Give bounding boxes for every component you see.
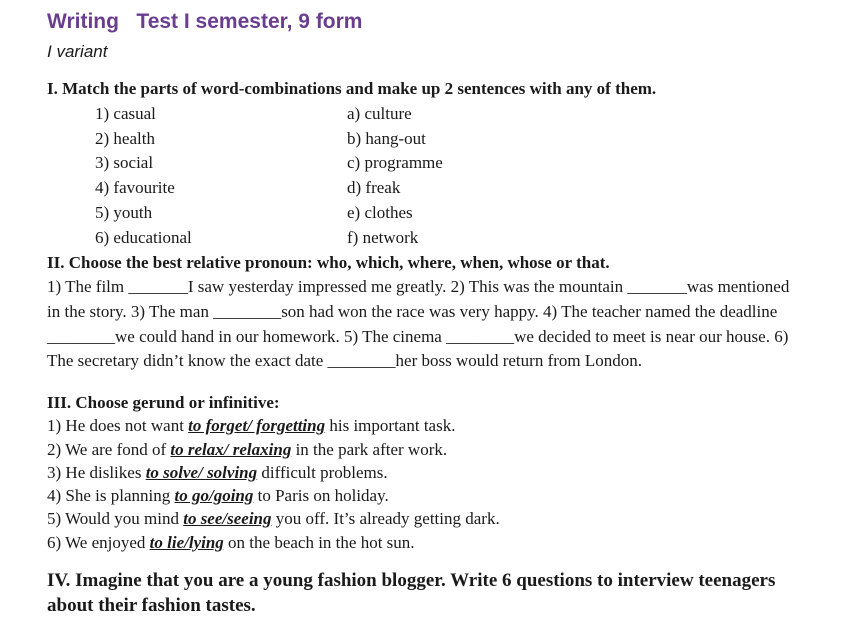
section-2-line-3: ________we could hand in our homework. 5) The cinema ________we decided to meet is near our house. 6) [47,327,789,346]
gerund-item-1 [47,416,455,436]
gerund-item-2-post: in the park after work. [291,440,448,459]
match-right-item-a: a) culture [347,104,412,123]
match-left-item-2: 2) health [95,129,155,148]
match-right-item-b: b) hang-out [347,129,426,148]
gerund-item-5-post: you off. It’s already getting dark. [271,509,500,528]
gerund-item-3-post: difficult problems. [257,463,388,482]
gerund-item-4-answer: to go/going [174,486,254,505]
gerund-item-3 [47,463,388,483]
section-3-heading-text: . Choose gerund or infinitive: [66,393,280,412]
page-title: Writing Test I semester, 9 form [47,10,363,33]
gerund-item-1-pre: 1) He does not want [47,416,189,435]
section-4-line-1: IV. Imagine that you are a young fashion blogger. Write 6 questions to interview teenagers [47,570,776,591]
gerund-item-3-pre: 3) He dislikes [47,463,146,482]
section-1-heading: I. Match the parts of word-combinations and make up 2 sentences with any of them. [47,79,657,98]
section-2-line-1: 1) The film _______I saw yesterday impressed me greatly. 2) This was the mountain _______was mentioned [47,277,790,296]
match-left-item-4: 4) favourite [95,178,175,197]
match-left-item-6: 6) educational [95,228,192,247]
gerund-item-2-pre: 2) We are fond of [47,440,171,459]
section-2-heading: II. Choose the best relative pronoun: who, which, where, when, whose or that. [47,253,610,272]
section-2-line-4: The secretary didn’t know the exact date ________her boss would return from London. [47,351,642,370]
match-left-item-5: 5) youth [95,203,153,222]
match-right-item-c: c) programme [347,153,443,172]
gerund-item-5 [47,509,500,529]
section-3-heading [47,393,280,413]
gerund-item-5-pre: 5) Would you mind [47,509,184,528]
match-right-item-e: e) clothes [347,203,413,222]
gerund-item-4-pre: 4) She is planning [47,486,175,505]
gerund-item-6 [47,533,415,553]
match-left-item-1: 1) casual [95,104,156,123]
gerund-item-6-post: on the beach in the hot sun. [223,533,415,552]
gerund-item-6-answer: to lie/lying [149,533,224,552]
variant-label: I variant [47,42,108,61]
gerund-item-2 [47,440,447,460]
section-2-line-2: in the story. 3) The man ________son had won the race was very happy. 4) The teacher named the deadline [47,302,778,321]
gerund-item-5-answer: to see/seeing [183,509,272,528]
gerund-item-3-answer: to solve/ solving [145,463,258,482]
section-3-number: III [47,393,67,412]
gerund-item-6-pre: 6) We enjoyed [47,533,150,552]
gerund-item-4 [47,486,389,506]
section-4-line-2: about their fashion tastes. [47,595,256,616]
gerund-item-1-post: his important task. [325,416,456,435]
match-left-item-3: 3) social [95,153,154,172]
gerund-item-1-answer: to forget/ forgetting [188,416,326,435]
gerund-item-2-answer: to relax/ relaxing [170,440,292,459]
gerund-item-4-post: to Paris on holiday. [253,486,389,505]
match-right-item-d: d) freak [347,178,401,197]
match-right-item-f: f) network [347,228,419,247]
